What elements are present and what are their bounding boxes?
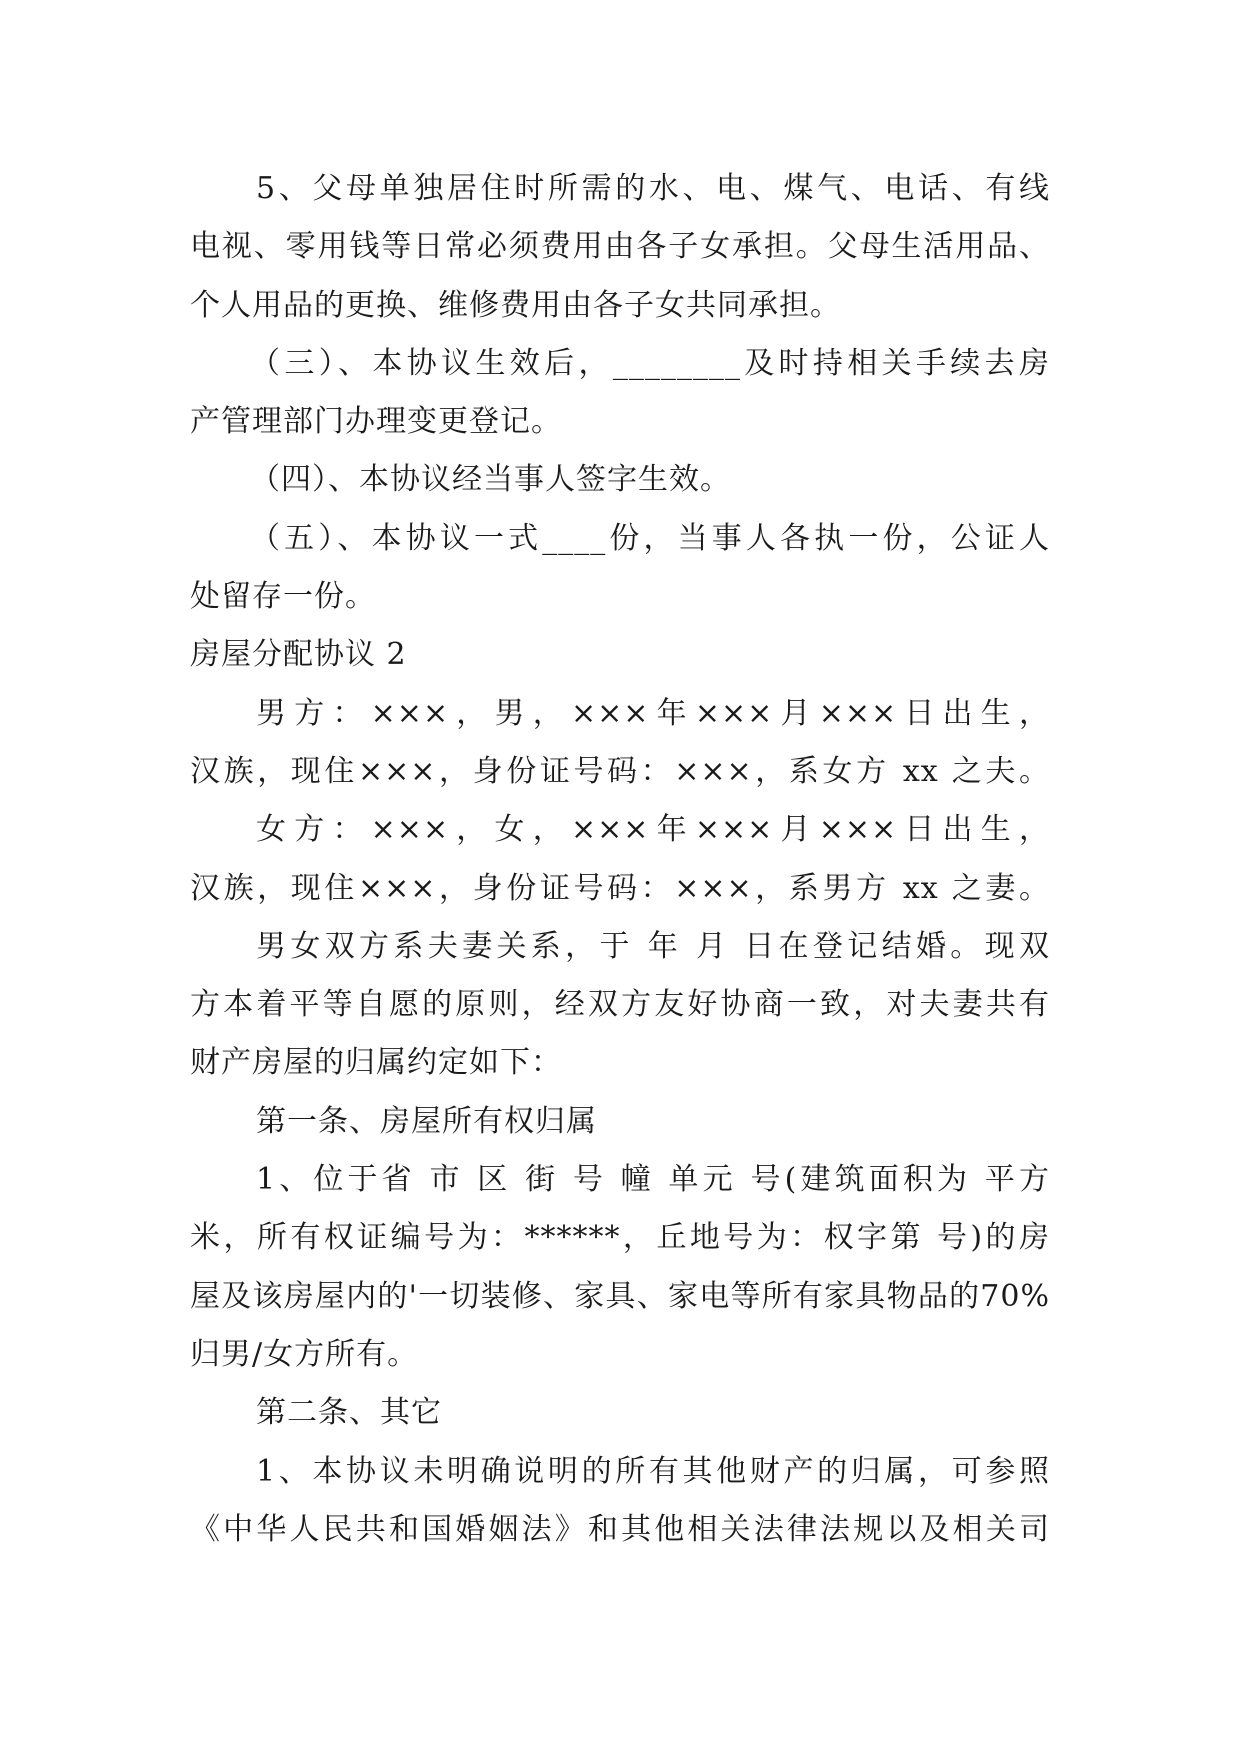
text-line: （四）、本协议经当事人签字生效。 (250, 462, 731, 498)
text-line: 1、位于省 市 区 街 号 幢 单元 号(建筑面积为 平方 (256, 1162, 1050, 1198)
text-line: 房屋分配协议 2 (190, 637, 407, 673)
text-line: 第二条、其它 (256, 1395, 442, 1431)
text-line: （五）、本协议一式____份，当事人各执一份，公证人 (250, 520, 1050, 556)
text-line: （三）、本协议生效后，________及时持相关手续去房 (250, 345, 1050, 381)
text-line: 汉族，现住×××，身份证号码：×××，系女方 xx 之夫。 (190, 753, 1050, 789)
text-line: 《中华人民共和国婚姻法》和其他相关法律法规以及相关司 (190, 1511, 1050, 1547)
text-line: 5、父母单独居住时所需的水、电、煤气、电话、有线 (256, 171, 1050, 206)
text-line: 男方：×××，男，×××年×××月×××日出生， (256, 695, 1050, 731)
text-line: 电视、零用钱等日常必须费用由各子女承担。父母生活用品、 (190, 229, 1050, 265)
text-line: 处留存一份。 (190, 579, 376, 615)
text-line: 1、本协议未明确说明的所有其他财产的归属，可参照 (256, 1453, 1050, 1489)
document-body (190, 160, 1050, 1559)
text-line: 男女双方系夫妻关系，于 年 月 日在登记结婚。现双 (256, 928, 1050, 964)
text-line: 产管理部门办理变更登记。 (190, 404, 562, 440)
text-line: 归男/女方所有。 (190, 1336, 419, 1372)
text-line: 第一条、房屋所有权归属 (256, 1103, 597, 1139)
text-line: 方本着平等自愿的原则，经双方友好协商一致，对夫妻共有 (190, 987, 1050, 1023)
text-line: 米，所有权证编号为：******，丘地号为：权字第 号)的房 (190, 1220, 1050, 1256)
text-line: 财产房屋的归属约定如下： (190, 1045, 562, 1081)
text-line: 屋及该房屋内的'一切装修、家具、家电等所有家具物品的70% (190, 1278, 1050, 1314)
text-line: 女方：×××，女，×××年×××月×××日出生， (256, 812, 1050, 848)
text-line: 汉族，现住×××，身份证号码：×××，系男方 xx 之妻。 (190, 870, 1050, 906)
text-line: 个人用品的更换、维修费用由各子女共同承担。 (190, 287, 841, 323)
